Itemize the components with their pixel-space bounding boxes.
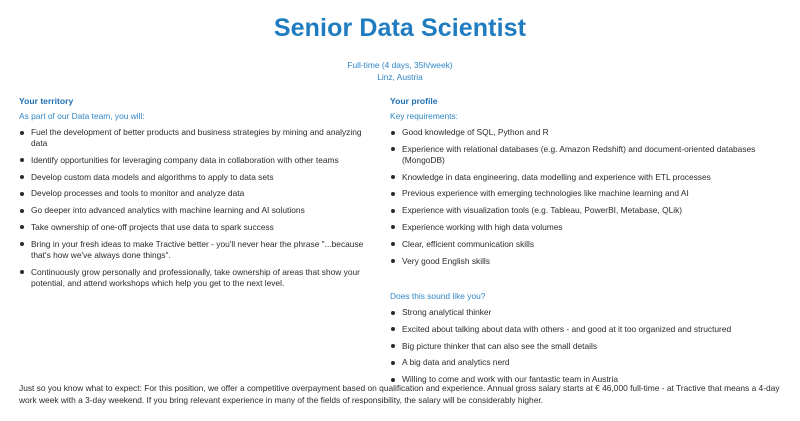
bullet-icon — [20, 225, 24, 229]
bullet-icon — [391, 192, 395, 196]
territory-intro: As part of our Data team, you will: — [19, 111, 145, 121]
page-title: Senior Data Scientist — [273, 14, 527, 42]
job-location: Linz, Austria — [377, 72, 423, 82]
bullet-icon — [20, 270, 24, 274]
list-item — [19, 222, 364, 233]
list-item-text: Take ownership of one-off projects that use data to spark success — [31, 221, 274, 232]
list-item — [390, 324, 785, 335]
bullet-icon — [391, 344, 395, 348]
list-item — [390, 172, 785, 183]
list-item — [19, 155, 364, 166]
bullet-icon — [20, 242, 24, 246]
list-item — [390, 307, 785, 318]
list-item-text: Go deeper into advanced analytics with machine learning and AI solutions — [31, 205, 305, 216]
list-item-text: Good knowledge of SQL, Python and R — [402, 127, 549, 137]
list-item-text: Develop custom data models and algorithms to apply to data sets — [31, 171, 274, 182]
bullet-icon — [391, 225, 395, 229]
list-item-text: Big picture thinker that can also see the small details — [402, 340, 598, 351]
bullet-icon — [20, 209, 24, 213]
sound-like-you-intro: Does this sound like you? — [390, 291, 486, 301]
bullet-icon — [391, 259, 395, 263]
list-item-text: Knowledge in data engineering, data modelling and experience with ETL processes — [402, 171, 711, 182]
bullet-icon — [391, 175, 395, 179]
list-item-text: Develop processes and tools to monitor and analyze data — [31, 188, 245, 199]
profile-intro: Key requirements: — [390, 111, 458, 121]
sound-like-you-list — [390, 307, 785, 385]
profile-section — [390, 96, 785, 385]
bullet-icon — [391, 147, 395, 151]
list-item — [390, 239, 785, 250]
bullet-icon — [391, 131, 395, 135]
list-item-text: Fuel the development of better products and business strategies by mining and analyzing data — [31, 127, 362, 148]
list-item-text: Identify opportunities for leveraging company data in collaboration with other teams — [31, 154, 339, 165]
bullet-icon — [391, 242, 395, 246]
list-item — [19, 239, 364, 261]
list-item — [390, 341, 785, 352]
profile-heading: Your profile — [390, 96, 438, 106]
list-item — [390, 357, 785, 368]
list-item-text: Previous experience with emerging technologies like machine learning and AI — [402, 188, 689, 199]
list-item — [19, 188, 364, 199]
list-item-text: Willing to come and work with our fantastic team in Austria — [402, 374, 618, 385]
list-item-text: Experience working with high data volumes — [402, 221, 563, 232]
list-item — [19, 172, 364, 183]
profile-list — [390, 127, 785, 267]
list-item-text: Very good English skills — [402, 255, 490, 266]
bullet-icon — [20, 175, 24, 179]
salary-note: Just so you know what to expect: For this position, we offer a competitive overpayment based on qualification and experience. Annual gross salary starts at € 46,000 full-time - at Tractive that means a 4-day work week with a 3-day weekend. If you bring relevant experience in many of the fields of responsibility, the salary will be considerably higher. — [19, 383, 780, 405]
territory-heading: Your territory — [19, 96, 74, 106]
list-item — [390, 222, 785, 233]
territory-list — [19, 127, 364, 289]
bullet-icon — [20, 192, 24, 196]
bullet-icon — [20, 158, 24, 162]
list-item — [390, 205, 785, 216]
list-item — [390, 188, 785, 199]
list-item — [19, 127, 364, 149]
list-item — [390, 256, 785, 267]
bullet-icon — [391, 361, 395, 365]
bullet-icon — [391, 311, 395, 315]
list-item-text: Continuously grow personally and professionally, take ownership of areas that show your potential, and attend workshops which help you get to the next level. — [31, 266, 360, 288]
employment-type: Full-time (4 days, 35h/week) — [347, 60, 453, 70]
list-item-text: Experience with visualization tools (e.g. Tableau, PowerBI, Metabase, QLik) — [402, 205, 683, 216]
bullet-icon — [20, 131, 24, 135]
list-item-text: Strong analytical thinker — [402, 307, 492, 317]
list-item-text: Excited about talking about data with others - and good at it too organized and structured — [402, 323, 732, 334]
list-item — [19, 205, 364, 216]
sound-like-you-section — [390, 287, 785, 391]
list-item — [390, 127, 785, 138]
list-item-text: Experience with relational databases (e.g. Amazon Redshift) and document-oriented databases (MongoDB) — [402, 143, 756, 165]
list-item — [390, 144, 785, 166]
list-item-text: Bring in your fresh ideas to make Tractive better - you'll never hear the phrase "...because that's how we've always done things". — [31, 238, 364, 260]
territory-section — [19, 96, 364, 294]
bullet-icon — [391, 327, 395, 331]
list-item-text: A big data and analytics nerd — [402, 357, 510, 368]
bullet-icon — [391, 209, 395, 213]
list-item — [19, 267, 364, 289]
list-item-text: Clear, efficient communication skills — [402, 238, 535, 249]
